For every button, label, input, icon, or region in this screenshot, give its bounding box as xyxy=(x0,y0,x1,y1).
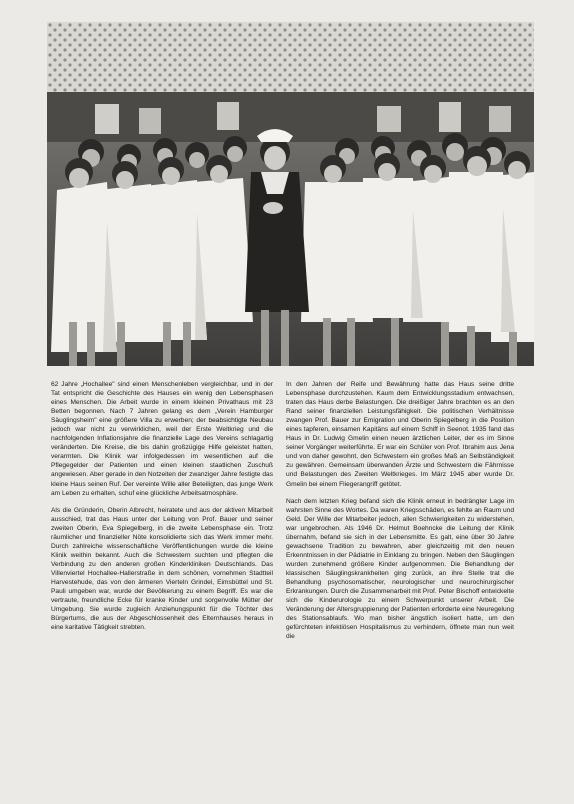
group-photo-image xyxy=(47,22,534,366)
article-paragraph: 62 Jahre „Hochallee" sind einen Menschenleben vergleichbar, und in der Tat entspricht die Geschichte des Hauses ein wenig den Lebensphasen eines Menschen. Die Arbeit wurde in einem kleinen Privathaus mit 23 Betten begonnen. Nach 7 Jahren gelang es dem „Verein Hamburger Säuglingsheim" eine größere Villa zu erwerben; der beabsichtigte Neubau jedoch war nicht zu verwirklichen, weil der Erste Weltkrieg und die nachfolgenden Inflationsjahre die finanzielle Lage des Vereins schlagartig veränderten. Die Kreise, die bis dahin großzügige Hilfe geleistet hatten, verarmten. Die Klinik war infolgedessen im wesentlichen auf die Pflegegelder der Patienten und einen kleinen staatlichen Zuschuß angewiesen. Aber gerade in den Notzeiten der zwanziger Jahre festigte das kleine Haus seinen Ruf. Der vereinte Wille aller Beteiligten, das junge Werk am Leben zu erhalten, schuf eine glückliche Arbeitsatmosphäre. xyxy=(51,381,273,497)
article-paragraph: Nach dem letzten Krieg befand sich die Klinik erneut in bedrängter Lage im wahrsten Sinne des Wortes. Da waren Kriegsschäden, es fehlte an Raum und Geld. Der Wille der Mitarbeiter jedoch, allen Schwierigkeiten zu widerstehen, war ungebrochen. Als 1946 Dr. Helmut Boehncke die Leitung der Klinik übernahm, befand sie sich in der Lebensmitte. Es galt, eine über 30 Jahre gewachsene Tradition zu bewahren, aber gleichzeitig mit den neuen Erkenntnissen in der Pädiatrie in Einklang zu bringen. Neben den Säuglingen wurden zunehmend größere Kinder aufgenommen. Die Behandlung der klassischen Säuglingskrankheiten ging zurück, an ihre Stelle trat die Behandlung psychosomatischer, neurologischer und neurochirurgischer Erkrankungen. Durch die Zusammenarbeit mit Prof. Peter Bischoff entwickelte sich die Kinderurologie zu einem Schwerpunkt unserer Arbeit. Die Veränderung der Altersgruppierung der Patienten erforderte eine Neuregelung des Stationsablaufs. Wo man bisher ängstlich isoliert hatte, um den gefürchteten infektiösen Hospitalismus zu verhindern, öffnete man nun weit die xyxy=(286,497,515,641)
article-column-right xyxy=(286,380,514,649)
article-paragraph: Als die Gründerin, Oberin Albrecht, heiratete und aus der aktiven Mitarbeit ausschied, trat das Haus unter der Leitung von Prof. Bauer und seiner zweiten Oberin, Eva Spiegelberg, in die zweite Lebensphase ein. Trotz räumlicher und finanzieller Nöte konsolidierte sich das Werk immer mehr. Durch zahlreiche wissenschaftliche Veröffentlichungen wurde die kleine Klinik weithin bekannt. Auch die Schwestern suchten und pflegten die Verbindung zu den anderen großen Kinderkliniken Deutschlands. Das Villenviertel Hochallee-Hallerstraße in dem schönen, vornehmen Stadtteil Harvestehude, das von den ärmeren Vierteln Grindel, Eimsbüttel und St. Pauli umgeben war, wurde der Bevölkerung zu einem Begriff. Es war die vertraute, freundliche Ecke für kranke Kinder und sorgenvolle Mütter der Umgebung. Sie wurde zugleich Anziehungspunkt für die Töchter des Bürgertums, die aus der Abgeschlossenheit des Elternhauses heraus in eine karitative Tätigkeit strebten. xyxy=(51,506,273,632)
article-column-left xyxy=(51,380,273,640)
article-paragraph: In den Jahren der Reife und Bewährung hatte das Haus seine dritte Lebensphase durchzustehen. Kaum dem Entwicklungsstadium entwachsen, traten das Haus derbe Belastungen. Die dreißiger Jahre brachten es an den Rand seiner finanziellen Leistungsfähigkeit. Die politischen Verhältnisse zwangen Prof. Bauer zur Emigration und Oberin Spiegelberg in die Position eines tapferen, einsamen Kapitäns auf einem Schiff in Seenot. 1935 fand das Haus in Dr. Ludwig Gmelin einen neuen ärztlichen Leiter, der es im Sinne seiner Vorgänger weiterführte. Er war ein Schüler von Prof. Ibrahim aus Jena und von daher gewohnt, den Schwestern ein großes Maß an Selbständigkeit zu gewähren. Gemeinsam überwanden Ärzte und Schwestern die Fährnisse und Belastungen des Zweiten Weltkrieges. Im März 1945 aber wurde Dr. Gmelin bei einem Fliegerangriff getötet. xyxy=(286,381,514,488)
group-photo xyxy=(47,22,534,366)
